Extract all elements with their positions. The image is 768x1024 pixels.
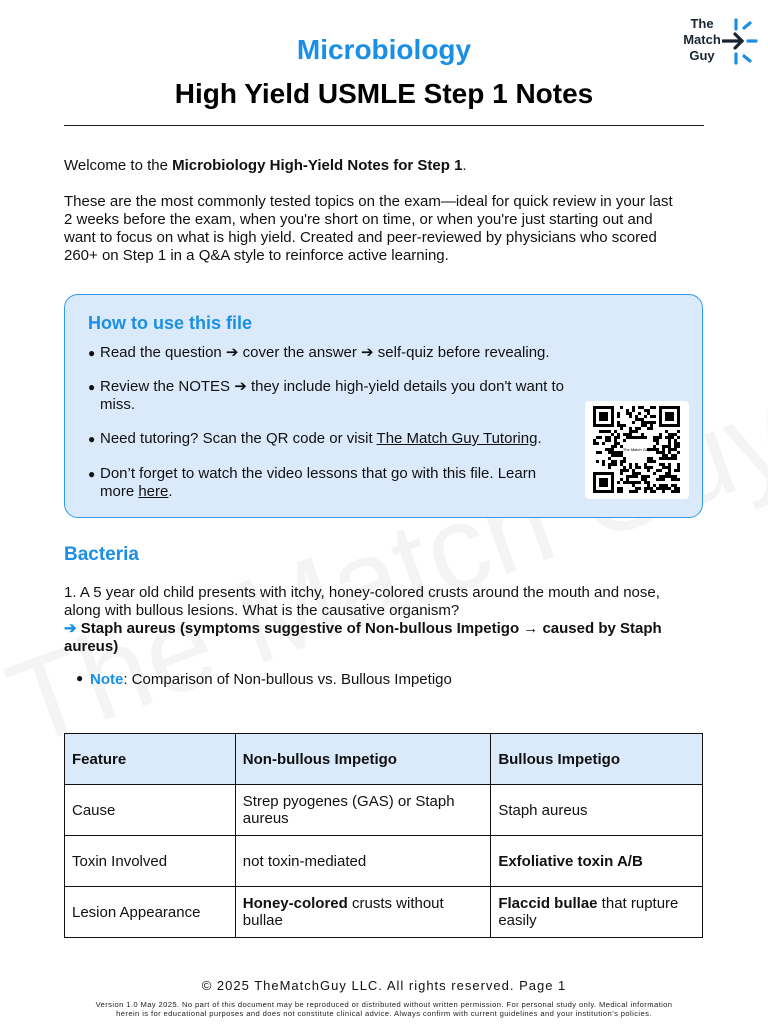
table-header: Bullous Impetigo xyxy=(491,734,703,785)
table-row xyxy=(65,785,703,836)
table-header: Non-bullous Impetigo xyxy=(235,734,491,785)
qr-code-icon xyxy=(585,401,689,499)
list-item: ● Read the question ➔ cover the answer ➔ self-quiz before revealing. xyxy=(88,344,550,361)
copyright-footer: © 2025 TheMatchGuy LLC. All rights reserved. Page 1 xyxy=(201,978,567,993)
tutoring-link[interactable]: The Match Guy Tutoring xyxy=(376,430,538,447)
how-to-use-heading: How to use this file xyxy=(88,313,253,333)
list-item: ● Review the NOTES ➔ they include high-yield details you don't want to miss. xyxy=(88,378,565,413)
table-cell: Exfoliative toxin A/B xyxy=(491,836,703,887)
question-text: 1. A 5 year old child presents with itchy, honey-colored crusts around the mouth and nose, along with bullous lesions. What is the causative organism? xyxy=(64,584,660,619)
table-cell: Cause xyxy=(65,785,236,836)
svg-text:The Match Guy: The Match Guy xyxy=(622,447,651,452)
table-cell: not toxin-mediated xyxy=(235,836,491,887)
video-lessons-link[interactable]: here xyxy=(138,483,169,500)
table-cell: Flaccid bullae that rupture easily xyxy=(491,887,703,938)
answer-text: ➔ Staph aureus (symptoms suggestive of Non-bullous Impetigo → caused by Staph aureus) xyxy=(64,620,662,655)
table-cell: Lesion Appearance xyxy=(65,887,236,938)
note-item: ● Note: Comparison of Non-bullous vs. Bullous Impetigo xyxy=(76,671,452,688)
how-to-use-box xyxy=(64,294,703,518)
legal-disclaimer: Version 1.0 May 2025. No part of this document may be reproduced or distributed without written permission. For personal study only. Medical information herein is for educational purposes and does not constitute clinical advice. Always confirm with current guidelines and your institution’s policies. xyxy=(95,1000,673,1018)
page-title: Microbiology xyxy=(296,34,472,65)
table-header: Feature xyxy=(65,734,236,785)
divider xyxy=(64,125,704,126)
intro-paragraph: These are the most commonly tested topics on the exam—ideal for quick review in your last 2 weeks before the exam, when you're short on time, or when you're just starting out and want to focus on what is high yield. Created and peer-reviewed by physicians who scored 260+ on Step 1 in a Q&A style to reinforce active learning. xyxy=(64,193,673,264)
list-item: ● Need tutoring? Scan the QR code or visit The Match Guy Tutoring. xyxy=(88,430,542,447)
qr-code[interactable] xyxy=(585,401,689,499)
table-cell: Toxin Involved xyxy=(65,836,236,887)
table-row xyxy=(65,836,703,887)
table-header-row xyxy=(65,734,703,785)
page-subtitle: High Yield USMLE Step 1 Notes xyxy=(174,78,594,109)
table-cell: Honey-colored crusts without bullae xyxy=(235,887,491,938)
bullet-icon: ● xyxy=(88,346,96,360)
bullet-icon: ● xyxy=(88,380,96,394)
answer-arrow-icon: ➔ xyxy=(64,620,81,637)
list-item: ● Don’t forget to watch the video lessons that go with this file. Learn more here. xyxy=(88,465,537,500)
table-cell: Strep pyogenes (GAS) or Staph aureus xyxy=(235,785,491,836)
bullet-icon: ● xyxy=(76,671,84,685)
section-heading: Bacteria xyxy=(64,544,139,565)
table-cell: Staph aureus xyxy=(491,785,703,836)
welcome-paragraph: Welcome to the Microbiology High-Yield Notes for Step 1. xyxy=(64,157,467,174)
bullet-icon: ● xyxy=(88,467,96,481)
comparison-table xyxy=(64,733,703,938)
table-row xyxy=(65,887,703,938)
the-match-guy-logo: The Match Guy xyxy=(672,16,762,68)
bullet-icon: ● xyxy=(88,432,96,446)
